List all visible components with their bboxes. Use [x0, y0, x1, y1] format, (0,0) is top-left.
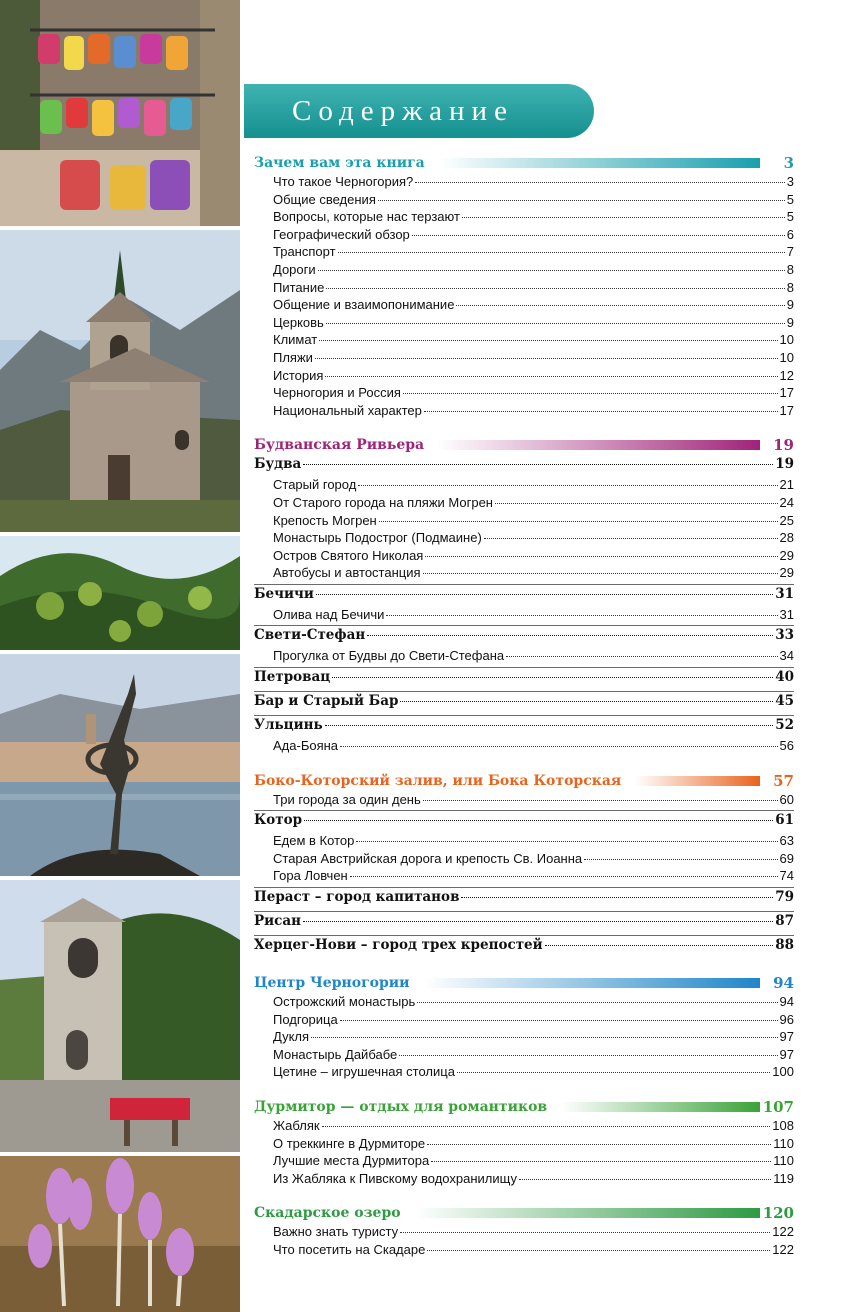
dot-leader [311, 1037, 777, 1038]
divider [254, 911, 794, 912]
entry-label: Едем в Котор [273, 833, 355, 849]
section-gradient-bar [561, 1102, 760, 1112]
section-heading[interactable] [254, 972, 794, 994]
toc-entry-main[interactable] [254, 937, 794, 958]
section-gradient-bar [415, 1208, 760, 1218]
section-heading[interactable] [254, 770, 794, 792]
dot-leader [319, 340, 777, 341]
entry-page: 12 [779, 367, 794, 383]
dot-leader [399, 1055, 777, 1056]
toc-entry-main[interactable] [254, 693, 794, 714]
entry-label: Рисан [254, 913, 302, 930]
entry-page: 110 [773, 1153, 794, 1169]
toc-entry[interactable] [254, 368, 794, 386]
section-heading[interactable] [254, 152, 794, 174]
entry-page: 28 [779, 530, 794, 546]
entry-page: 60 [779, 791, 794, 807]
entry-page: 34 [779, 648, 794, 664]
entry-label: Жабляк [273, 1118, 320, 1133]
entry-label: Острожский монастырь [273, 994, 416, 1010]
entry-page: 9 [786, 297, 794, 313]
entry-label: История [273, 367, 324, 383]
toc-entry[interactable] [254, 174, 794, 192]
entry-label: О треккинге в Дурмиторе [273, 1135, 426, 1151]
toc-entry[interactable] [254, 403, 794, 421]
entry-label: Общение и взаимопонимание [273, 297, 455, 313]
dot-leader [316, 594, 773, 595]
dot-leader [400, 1232, 770, 1233]
section-gap [254, 1188, 794, 1202]
dot-leader [427, 1144, 771, 1145]
dot-leader [545, 945, 774, 946]
entry-label: Котор [254, 812, 303, 829]
entry-page: 74 [779, 868, 794, 884]
entry-page: 96 [779, 1011, 794, 1027]
divider [254, 715, 794, 716]
dot-leader [350, 876, 778, 877]
section-page-number: 120 [762, 1204, 794, 1223]
entry-label: Что посетить на Скадаре [273, 1241, 426, 1257]
dot-leader [340, 746, 778, 747]
entry-label: Важно знать туристу [273, 1224, 399, 1240]
entry-label: Что такое Черногория? [273, 174, 414, 189]
entry-label: Монастырь Подострог (Подмаине) [273, 530, 482, 546]
dot-leader [332, 677, 773, 678]
divider [254, 584, 794, 585]
dot-leader [318, 270, 785, 271]
entry-label: Лучшие места Дурмитора [273, 1153, 430, 1169]
photo-stone-church [0, 230, 240, 532]
toc-entry[interactable] [254, 1064, 794, 1082]
section-heading[interactable] [254, 434, 794, 456]
entry-label: Цетине – игрушечная столица [273, 1064, 455, 1080]
entry-page: 122 [772, 1224, 794, 1240]
dot-leader [378, 200, 785, 201]
dot-leader [386, 615, 777, 616]
toc-entry[interactable] [254, 1012, 794, 1030]
photo-market-bags [0, 0, 240, 226]
entry-page: 100 [772, 1064, 794, 1080]
entry-page: 69 [779, 850, 794, 866]
entry-label: Ада-Бояна [273, 738, 339, 754]
entry-page: 33 [775, 627, 794, 644]
toc-entry[interactable] [254, 332, 794, 350]
entry-label: Подгорица [273, 1011, 338, 1027]
entry-label: Национальный характер [273, 402, 422, 418]
dot-leader [400, 701, 773, 702]
divider [254, 691, 794, 692]
entry-page: 31 [775, 585, 794, 602]
entry-label: Церковь [273, 314, 324, 330]
entry-page: 10 [779, 332, 794, 348]
section-page-number: 57 [773, 771, 794, 790]
entry-label: Питание [273, 279, 325, 295]
toc-entry[interactable] [254, 1029, 794, 1047]
toc-entry[interactable] [254, 607, 794, 625]
toc-entry[interactable] [254, 868, 794, 886]
divider [254, 625, 794, 626]
toc-entry[interactable] [254, 244, 794, 262]
entry-label: Пераст – город капитанов [254, 889, 460, 906]
entry-page: 94 [779, 994, 794, 1010]
section-gap [254, 1082, 794, 1096]
entry-label: Вопросы, которые нас терзают [273, 209, 460, 225]
photo-bell-tower [0, 880, 240, 1152]
divider [254, 935, 794, 936]
section-title: Скадарское озеро [254, 1205, 401, 1222]
toc-entry[interactable] [254, 262, 794, 280]
toc-entry[interactable] [254, 385, 794, 403]
contents-title-banner [244, 84, 594, 138]
toc-entry-main[interactable] [254, 669, 794, 690]
entry-page: 40 [775, 669, 794, 686]
toc-entry[interactable] [254, 738, 794, 756]
dot-leader [456, 305, 784, 306]
entry-label: Свети-Стефан [254, 627, 366, 644]
dot-leader [495, 503, 778, 504]
entry-page: 3 [786, 174, 794, 189]
toc-entry-main[interactable] [254, 627, 794, 648]
section-gap [254, 756, 794, 770]
entry-page: 9 [786, 314, 794, 330]
table-of-contents [254, 152, 794, 1260]
toc-entry[interactable] [254, 792, 794, 810]
toc-entry[interactable] [254, 513, 794, 531]
section-page-number: 107 [762, 1098, 794, 1116]
entry-label: Прогулка от Будвы до Свети-Стефана [273, 648, 505, 664]
entry-page: 10 [779, 349, 794, 365]
dot-leader [358, 485, 777, 486]
toc-entry[interactable] [254, 648, 794, 666]
toc-entry[interactable] [254, 1118, 794, 1136]
entry-page: 25 [779, 512, 794, 528]
divider [254, 667, 794, 668]
toc-entry[interactable] [254, 548, 794, 566]
dot-leader [427, 1250, 770, 1251]
dot-leader [457, 1072, 770, 1073]
dot-leader [415, 182, 785, 183]
toc-entry[interactable] [254, 833, 794, 851]
entry-label: Петровац [254, 669, 331, 686]
section-title: Центр Черногории [254, 975, 410, 992]
toc-entry[interactable] [254, 477, 794, 495]
entry-page: 61 [775, 812, 794, 829]
entry-label: Климат [273, 332, 318, 348]
dot-leader [379, 521, 778, 522]
entry-label: Ульцинь [254, 717, 323, 734]
entry-page: 29 [779, 565, 794, 581]
section-gradient-bar [439, 158, 760, 168]
toc-entry[interactable] [254, 1171, 794, 1189]
photo-crocus-flowers [0, 1156, 240, 1312]
entry-label: Три города за один день [273, 791, 421, 807]
entry-page: 19 [775, 456, 794, 473]
dot-leader [326, 323, 785, 324]
entry-page: 56 [779, 738, 794, 754]
entry-label: Транспорт [273, 244, 336, 260]
dot-leader [461, 897, 773, 898]
photo-citrus-tree [0, 536, 240, 650]
dot-leader [519, 1179, 771, 1180]
dot-leader [431, 1161, 771, 1162]
toc-entry[interactable] [254, 565, 794, 583]
section-gap [254, 420, 794, 434]
entry-page: 17 [779, 402, 794, 418]
section-gradient-bar [424, 978, 760, 988]
dot-leader [325, 376, 777, 377]
entry-page: 5 [786, 191, 794, 207]
entry-page: 8 [786, 279, 794, 295]
dot-leader [462, 217, 785, 218]
toc-entry[interactable] [254, 1224, 794, 1242]
toc-entry[interactable] [254, 227, 794, 245]
section-page-number: 94 [773, 974, 794, 993]
page-title: Содержание [292, 94, 514, 127]
dot-leader [356, 841, 777, 842]
dot-leader [304, 820, 773, 821]
entry-page: 63 [779, 833, 794, 849]
dot-leader [423, 573, 778, 574]
section-page-number: 19 [773, 436, 794, 455]
entry-label: Старая Австрийская дорога и крепость Св. Иоанна [273, 850, 583, 866]
entry-page: 29 [779, 547, 794, 563]
entry-page: 52 [775, 717, 794, 734]
dot-leader [303, 464, 773, 465]
entry-page: 79 [775, 889, 794, 906]
entry-page: 119 [773, 1170, 794, 1186]
entry-page: 24 [779, 494, 794, 510]
entry-page: 6 [786, 226, 794, 242]
dot-leader [424, 411, 778, 412]
entry-label: Бечичи [254, 585, 314, 602]
entry-label: Олива над Бечичи [273, 606, 385, 622]
dot-leader [425, 556, 777, 557]
section-title: Дурмитор — отдых для романтиков [254, 1099, 548, 1115]
entry-label: Общие сведения [273, 191, 376, 207]
dot-leader [484, 538, 778, 539]
dot-leader [326, 288, 784, 289]
toc-entry[interactable] [254, 280, 794, 298]
entry-label: Пляжи [273, 349, 313, 365]
entry-page: 122 [772, 1241, 794, 1257]
toc-entry[interactable] [254, 1153, 794, 1171]
dot-leader [338, 252, 785, 253]
toc-entry[interactable] [254, 350, 794, 368]
toc-entry[interactable] [254, 192, 794, 210]
toc-entry[interactable] [254, 1242, 794, 1260]
entry-label: От Старого города на пляжи Могрен [273, 494, 493, 510]
entry-page: 5 [786, 209, 794, 225]
entry-page: 8 [786, 261, 794, 277]
toc-entry[interactable] [254, 851, 794, 869]
toc-entry[interactable] [254, 1047, 794, 1065]
dot-leader [367, 635, 773, 636]
dot-leader [412, 235, 785, 236]
section-heading[interactable] [254, 1096, 794, 1118]
divider [254, 887, 794, 888]
entry-label: Черногория и Россия [273, 385, 401, 401]
toc-entry[interactable] [254, 530, 794, 548]
dot-leader [303, 921, 773, 922]
toc-entry[interactable] [254, 209, 794, 227]
entry-label: Крепость Могрен [273, 512, 377, 528]
entry-label: Географический обзор [273, 226, 410, 242]
entry-page: 88 [775, 937, 794, 954]
entry-page: 97 [779, 1046, 794, 1062]
section-gap [254, 958, 794, 972]
entry-page: 108 [772, 1118, 794, 1133]
dot-leader [417, 1002, 777, 1003]
entry-label: Остров Святого Николая [273, 547, 424, 563]
entry-label: Старый город [273, 477, 357, 493]
section-heading[interactable] [254, 1202, 794, 1224]
dot-leader [506, 656, 777, 657]
toc-entry-main[interactable] [254, 586, 794, 607]
entry-label: Дукля [273, 1029, 310, 1045]
toc-entry-main[interactable] [254, 717, 794, 738]
divider [254, 810, 794, 811]
toc-entry[interactable] [254, 315, 794, 333]
dot-leader [325, 725, 774, 726]
dot-leader [403, 393, 778, 394]
dot-leader [315, 358, 778, 359]
entry-page: 110 [773, 1135, 794, 1151]
toc-entry[interactable] [254, 1136, 794, 1154]
entry-page: 31 [779, 606, 794, 622]
toc-entry-main[interactable] [254, 913, 794, 934]
toc-entry[interactable] [254, 994, 794, 1012]
entry-label: Монастырь Дайбабе [273, 1046, 398, 1062]
entry-page: 97 [779, 1029, 794, 1045]
dot-leader [322, 1126, 771, 1127]
entry-page: 87 [775, 913, 794, 930]
section-title: Будванская Ривьера [254, 437, 425, 454]
toc-entry-main[interactable] [254, 889, 794, 910]
toc-entry[interactable] [254, 297, 794, 315]
dot-leader [584, 859, 777, 860]
toc-entry[interactable] [254, 495, 794, 513]
entry-page: 17 [779, 385, 794, 401]
entry-label: Дороги [273, 261, 316, 277]
toc-entry-main[interactable] [254, 812, 794, 833]
dot-leader [340, 1020, 778, 1021]
entry-label: Херцег-Нови – город трех крепостей [254, 937, 543, 954]
entry-label: Из Жабляка к Пивскому водохранилищу [273, 1170, 517, 1186]
entry-label: Бар и Старый Бар [254, 693, 399, 710]
section-gradient-bar [438, 440, 760, 450]
section-title: Зачем вам эта книга [254, 155, 425, 171]
section-page-number: 3 [783, 154, 794, 172]
entry-label: Автобусы и автостанция [273, 565, 421, 581]
entry-page: 45 [775, 693, 794, 710]
entry-page: 21 [779, 477, 794, 493]
section-title: Боко-Которский залив, или Бока Которская [254, 772, 622, 789]
entry-page: 7 [786, 244, 794, 260]
toc-entry-main[interactable] [254, 456, 794, 477]
dot-leader [423, 800, 778, 801]
photo-ballerina-statue [0, 654, 240, 876]
entry-label: Будва [254, 456, 302, 473]
entry-label: Гора Ловчен [273, 868, 348, 884]
section-gradient-bar [635, 776, 760, 786]
